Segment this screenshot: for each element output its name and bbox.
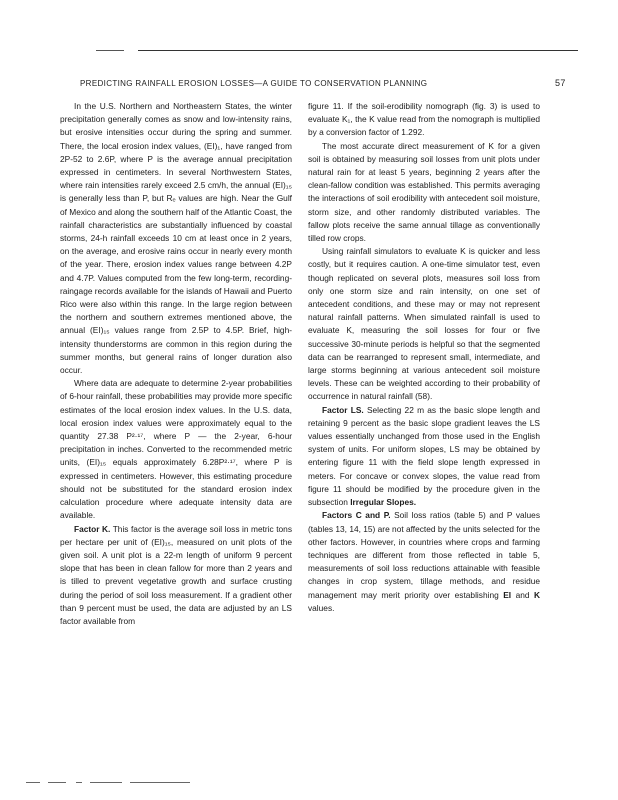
ei-term: EI (503, 589, 512, 600)
paragraph-factor-ls (308, 404, 540, 510)
bottom-edge-marks (26, 782, 226, 784)
paragraph-factors-c-and-p (308, 509, 540, 615)
factor-k-heading: Factor K. (74, 523, 111, 534)
factors-c-p-text: Soil loss ratios (table 5) and P values (tables 13, 14, 15) are not affected by the units selected for the other factors. However, in countries where crops and farming techniques are different from those reflected in table 5, measurements of soil loss reductions attainable with feasible changes in crop system, tillage methods, and residue management may merit priority over establishing (308, 510, 540, 600)
factors-c-p-heading: Factors C and P. (322, 510, 391, 521)
running-title: PREDICTING RAINFALL EROSION LOSSES—A GUIDE TO CONSERVATION PLANNING (80, 79, 428, 88)
paragraph-factor-k (60, 523, 292, 629)
right-column (308, 100, 540, 615)
paragraph-nomograph-continued: figure 11. If the soil-erodibility nomograph (fig. 3) is used to evaluate K₁, the K value read from the nomograph is multiplied by a conversion factor of 1.292. (308, 101, 540, 138)
factor-ls-heading: Factor LS. (322, 404, 364, 415)
and-word: and (511, 589, 534, 600)
factor-k-text: This factor is the average soil loss in metric tons per hectare per unit of (EI)₁₅, measured on unit plots of the given soil. A unit plot is a 22-m length of uniform 9 percent slope that has been in clean fallow for more than 2 years and is tilled to prevent vegetative growth and surface crusting during the period of soil loss measurement. If a gradient other than 9 percent must be used, the data are adjusted by an LS factor available from (60, 523, 292, 626)
factor-ls-text: Selecting 22 m as the basic slope length and retaining 9 percent as the basic slope gradient leaves the LS values essentially unchanged from those used in the English system of units. For uniform slopes, LS may be obtained by entering figure 11 with the field slope length expressed in meters. For concave or convex slopes, the value read from figure 11 should be modified by the procedure given in the subsection (308, 404, 540, 508)
paragraph-rainfall-simulators: Using rainfall simulators to evaluate K is quicker and less costly, but it requires caution. A one-time simulator test, even though replicated on several plots, measures soil loss from only one storm size and rain intensity, on one set of antecedent conditions, and these may or may not represent natural rainfall patterns. When simulated rainfall is used to evaluate K, measuring the soil losses for four or five successive 30-minute periods is helpful so that the segmented data can be rearranged to represent small, intermediate, and large storms beginning at various antecedent soil moisture levels. These can be weighted according to their probability of occurrence in natural rainfall (58). (308, 246, 540, 402)
paragraph-6-hour-rainfall: Where data are adequate to determine 2-year probabilities of 6-hour rainfall, these probabilities may provide more specific estimates of the local erosion index values. In the U.S. data, local erosion index values were approximately equal to the quantity 27.38 P²·¹⁷, where P — the 2-year, 6-hour precipitation in inches. Converted to the recommended metric units, (EI)₁₅ equals approximately 6.28P²·¹⁷, where P is expressed in centimeters. However, this estimating procedure should not be substituted for the standard erosion index calculation procedure where adequate intensity data are available. (60, 378, 292, 521)
irregular-slopes-reference: Irregular Slopes. (350, 497, 417, 508)
paragraph-regional-erosion-index: In the U.S. Northern and Northeastern States, the winter precipitation generally comes as snow and low-intensity rains, but erosive intensities occur during the spring and summer. There, the local erosion index values, (EI)₁, have ranged from 2P-52 to 2.6P, where P is the average annual precipitation expressed in centimeters. In several Northwestern States, where rain intensities rarely exceed 2.5 cm/h, the annual (EI)₁₅ is generally less than P, but Rₑ values are high. Near the Gulf of Mexico and along the southern half of the Atlantic Coast, the rainfall characteristics are substantially influenced by coastal storms, 24-h rainfall exceeds 10 cm at least once in 2 years, on the average, and erosive rains occur in nearly every month of the year. There, erosion index values range between 4.2P and 4.7P. Values computed from the few long-term, recording-raingage records available for the islands of Hawaii and Puerto Rico were also within this range. In the large region between the northern and southern extremes mentioned above, the annual (EI)₁₅ values range from 2.5P to 4.5P. Brief, high-intensity thunderstorms are common in this region during the summer months, but general rains of longer duration also occur. (60, 101, 292, 376)
top-rule (138, 50, 578, 51)
paragraph-k-measurement: The most accurate direct measurement of K for a given soil is obtained by measuring soil losses from unit plots under natural rain for at least 5 years, beginning 2 years after the clean-fallow condition was established. This permits averaging the interactions of soil erodibility with antecedent soil moisture, storm size, and other randomly distributed variables. The fallow plots receive the same annual tillage as conventionally tilled row crops. (308, 140, 540, 244)
values-word: values. (308, 602, 335, 613)
running-header (0, 77, 618, 91)
top-rule-left (96, 50, 124, 51)
page-number: 57 (555, 78, 566, 88)
left-column (60, 100, 292, 628)
k-term: K (533, 589, 540, 600)
